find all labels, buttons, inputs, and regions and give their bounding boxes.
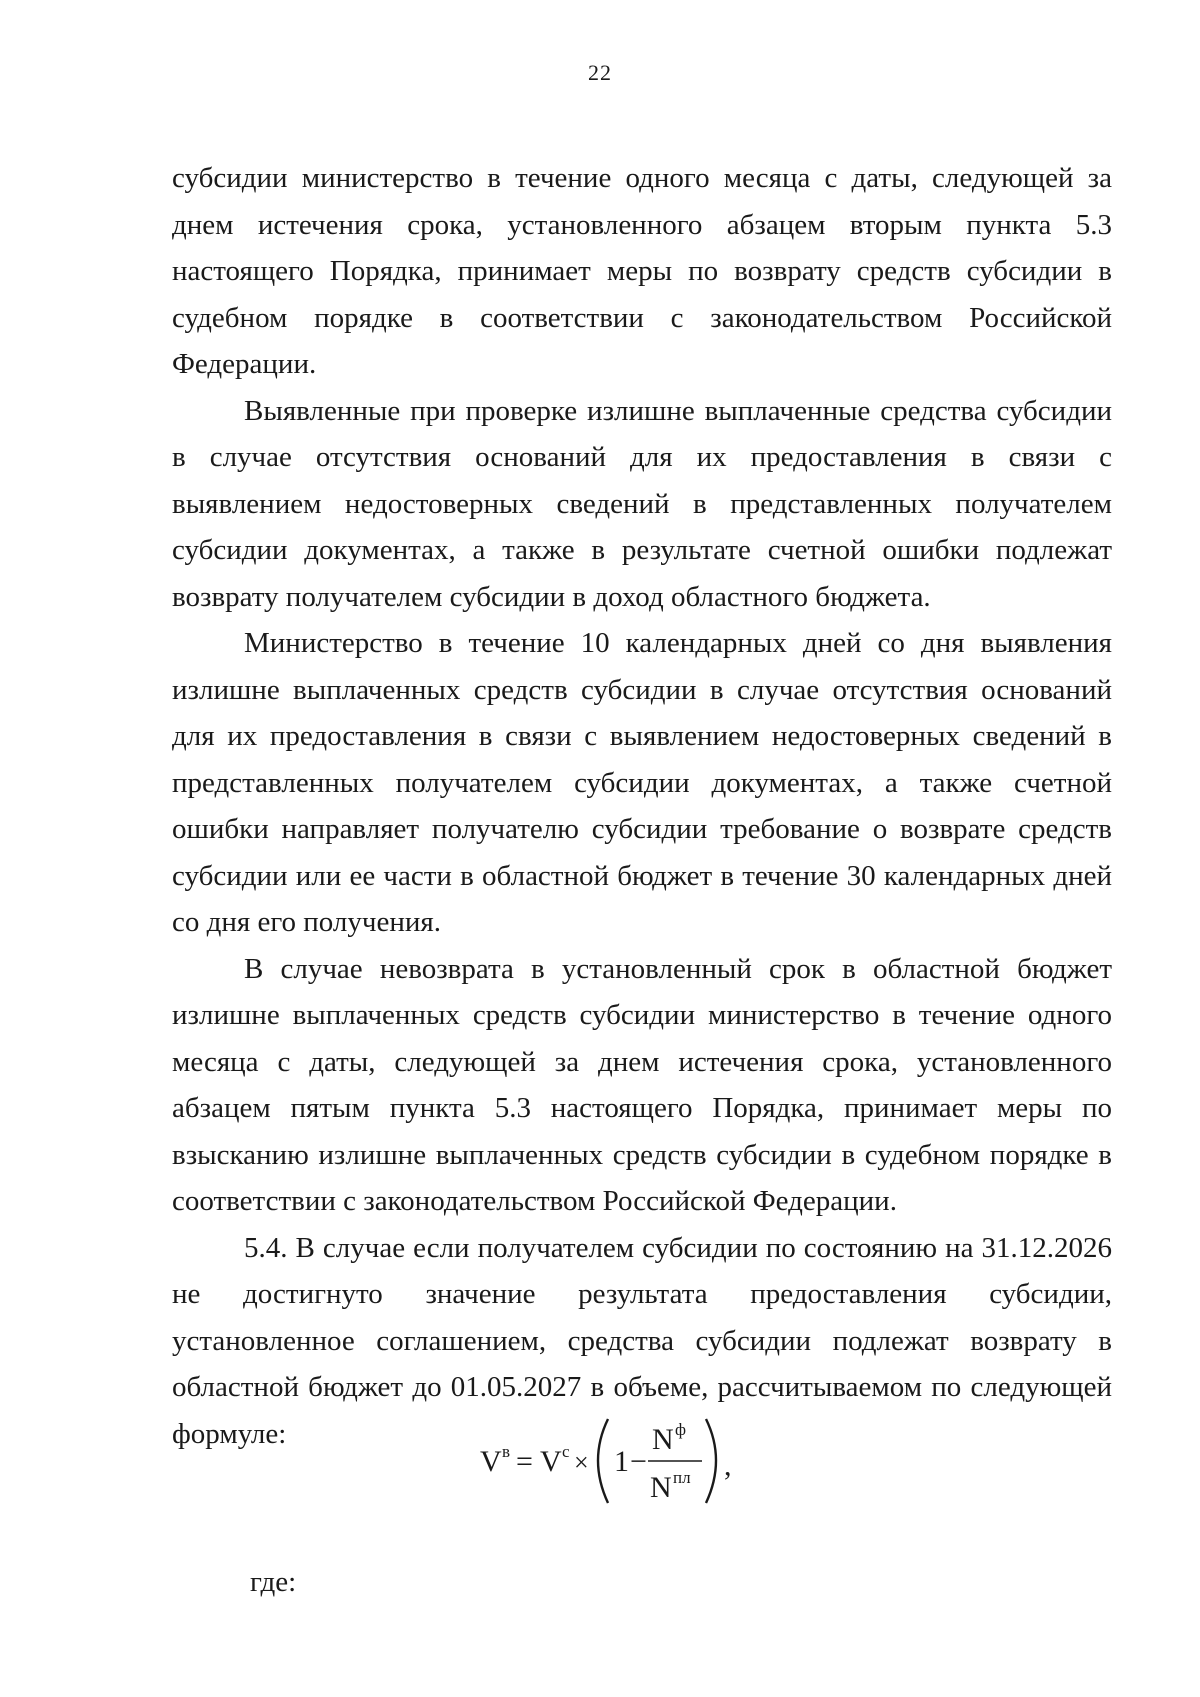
paragraph-1: субсидии министерство в течение одного месяца с даты, следующей за днем истечения срока, установленного абзацем вторым пункта 5.3 настоящего Порядка, принимает меры по возврату средств субсидии в судебном порядке в соответствии с законодательством Российской Федерации. (172, 162, 1112, 380)
formula-lhs-symbol: V (480, 1445, 502, 1478)
formula-lhs-sup: в (502, 1442, 511, 1461)
formula-num-sup: ф (675, 1420, 687, 1439)
formula-equals: = (516, 1445, 533, 1478)
paragraph-4: В случае невозврата в установленный срок в областной бюджет излишне выплаченных средств субсидии министерство в течение одного месяца с даты, следующей за днем истечения срока, установленного абзацем пятым пункта 5.3 настоящего Порядка, принимает меры по взысканию излишне выплаченных средств субсидии в судебном порядке в соответствии с законодательством Российской Федерации. (172, 952, 1112, 1217)
paragraph-3: Министерство в течение 10 календарных дней со дня выявления излишне выплаченных средств субсидии в случае отсутствия оснований для их предоставления в связи с выявлением недостоверных сведений в представленных получателем субсидии документах, а также счетной ошибки направляет получателю субсидии требование о возврате средств субсидии или ее части в областной бюджет в течение 30 календарных дней со дня его получения. (172, 627, 1112, 938)
paragraph-2: Выявленные при проверке излишне выплаченные средства субсидии в случае отсутствия оснований для их предоставления в связи с выявлением недостоверных сведений в представленных получателем субсидии документах, а также в результате счетной ошибки подлежат возврату получателем субсидии в доход областного бюджета. (172, 394, 1112, 613)
formula-num-symbol: N (652, 1423, 674, 1456)
formula-den-sup: пл (673, 1468, 691, 1487)
formula-one: 1 (614, 1445, 629, 1478)
formula-minus: − (630, 1445, 647, 1478)
formula-right-paren (706, 1419, 716, 1503)
body-text (172, 155, 1112, 1457)
where-label: где: (250, 1566, 297, 1598)
paragraph-5-4: 5.4. В случае если получателем субсидии по состоянию на 31.12.2026 не достигнуто значение результата предоставления субсидии, установленное соглашением, средства субсидии подлежат возврату в областной бюджет до 01.05.2027 в объеме, рассчитываемом по следующей формуле: (172, 1231, 1112, 1450)
formula-rhs-symbol: V (540, 1445, 562, 1478)
formula (0, 1405, 1200, 1525)
formula-trailing-comma: , (724, 1449, 732, 1482)
page-number: 22 (588, 60, 612, 85)
formula-left-paren (598, 1419, 608, 1503)
formula-den-symbol: N (650, 1471, 672, 1504)
formula-svg (480, 1405, 740, 1515)
formula-times: × (574, 1448, 589, 1477)
formula-rhs-sup: с (562, 1442, 570, 1461)
